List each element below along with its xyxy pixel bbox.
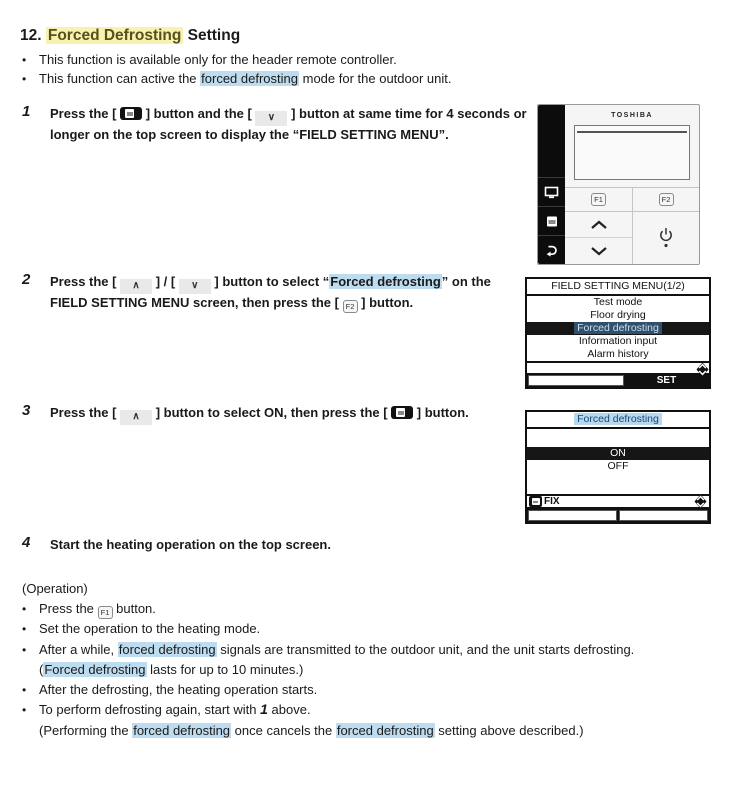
power-icon	[657, 227, 675, 249]
op-4-text: After the defrosting, the heating operation starts.	[39, 681, 318, 697]
menu-item-test-mode: Test mode	[593, 296, 643, 308]
screen-bottom-bar	[527, 373, 709, 387]
step-1-number: 1	[22, 103, 31, 120]
step-1-reference: 1	[260, 701, 268, 717]
step-2-seg-c: ] button to select “	[210, 274, 330, 289]
set-softkey: SET	[656, 374, 677, 386]
screen-header: FIELD SETTING MENU(1/2)	[527, 279, 709, 296]
step-1-seg-c: ] button at same time for 4 seconds or longer on the top screen to display the “FIELD SETTING MENU”.	[50, 106, 527, 142]
brand-logo: TOSHIBA	[611, 112, 653, 119]
spacer	[527, 473, 709, 494]
step-4-number: 4	[22, 534, 31, 551]
intro-bullet-1-text: This function is available only for the header remote controller.	[39, 52, 397, 67]
step-1-seg-b: ] button and the [	[142, 106, 256, 121]
updown-nav-icon	[694, 494, 707, 509]
menu-icon	[545, 215, 559, 228]
op-bullet-3	[22, 640, 727, 661]
op-bullet-1	[22, 599, 727, 620]
op-5-text: To perform defrosting again, start with	[39, 702, 261, 717]
op-bullet-5-cont	[22, 721, 727, 741]
blank-softkey	[528, 510, 617, 521]
op-3b-text-end: lasts for up to 10 minutes.)	[146, 662, 304, 677]
step-1-seg-a: Press the [	[50, 106, 121, 121]
intro-bullet-2-text-end: mode for the outdoor unit.	[299, 71, 452, 86]
remote-controller-figure	[537, 104, 700, 265]
power-button	[632, 212, 699, 264]
screen-nav-row	[527, 361, 709, 373]
option-off: OFF	[607, 460, 629, 472]
menu-item-alarm-history: Alarm history	[587, 348, 649, 360]
section-title	[20, 27, 240, 45]
op-bullet-2	[22, 619, 727, 640]
chevron-up-icon	[590, 220, 608, 230]
step-3	[22, 404, 555, 425]
spacer	[527, 429, 709, 447]
step-1	[22, 105, 528, 144]
bullet-glyph: •	[22, 622, 27, 636]
screen-nav-row	[527, 494, 709, 509]
title-suffix: Setting	[183, 27, 241, 44]
step-2-seg-a: Press the [	[50, 274, 121, 289]
forced-defrosting-highlight: forced defrosting	[133, 722, 231, 738]
chevron-down-key-icon: ∨	[179, 279, 211, 294]
menu-button-icon	[529, 496, 542, 507]
down-button	[565, 238, 632, 264]
op-5b-text: (Performing the	[39, 722, 133, 738]
remote-display	[574, 125, 690, 180]
forced-defrosting-highlight: forced defrosting	[118, 641, 216, 657]
remote-front-panel	[565, 105, 699, 264]
updown-nav-icon	[696, 362, 709, 377]
forced-defrosting-highlight: forced defrosting	[336, 722, 434, 738]
title-highlight: Forced Defrosting	[47, 27, 182, 44]
op-bullet-5	[22, 700, 727, 721]
bullet-glyph: •	[22, 682, 27, 697]
f1-button	[565, 188, 632, 212]
f1-key-label: F1	[591, 193, 606, 206]
monitor-button	[538, 177, 565, 206]
menu-button-icon	[391, 406, 413, 419]
op-5b-text-mid: once cancels the	[231, 722, 336, 738]
selected-item-label: Forced defrosting	[574, 322, 662, 334]
step-2-text	[50, 273, 528, 313]
section-number: 12.	[20, 27, 46, 44]
forced-defrosting-highlight: Forced defrosting	[44, 662, 146, 677]
step-3-number: 3	[22, 402, 31, 419]
menu-button	[538, 206, 565, 235]
menu-item-floor-drying: Floor drying	[590, 309, 646, 321]
bullet-glyph: •	[22, 642, 27, 657]
f2-button	[632, 188, 699, 212]
field-setting-menu-screen	[525, 277, 711, 389]
menu-item-information-input: Information input	[578, 335, 658, 347]
intro-bullet-1	[22, 51, 397, 69]
step-1-text	[50, 105, 528, 144]
chevron-down-key-icon: ∨	[255, 111, 287, 126]
screen-title-row	[527, 412, 709, 429]
fix-label: FIX	[544, 496, 560, 507]
operation-section	[22, 579, 727, 740]
op-bullet-4	[22, 680, 727, 701]
op-5b-text-end: setting above described.)	[434, 722, 584, 738]
bullet-glyph: •	[22, 53, 27, 67]
intro-bullet-2-text: This function can active the	[39, 71, 201, 86]
menu-item-forced-defrosting-selected	[527, 322, 709, 335]
op-3-text: After a while,	[39, 641, 118, 657]
bullet-glyph: •	[22, 601, 27, 616]
remote-key-area	[565, 187, 699, 264]
op-3-text-end: signals are transmitted to the outdoor unit, and the unit starts defrosting.	[216, 641, 635, 657]
chevron-down-icon	[590, 246, 608, 256]
screen-title-highlight: Forced defrosting	[574, 413, 662, 425]
forced-defrosting-highlight: forced defrosting	[201, 71, 298, 86]
screen-bottom-bar	[527, 509, 709, 522]
blank-softkey	[528, 375, 624, 386]
monitor-icon	[544, 186, 559, 199]
menu-button-icon	[120, 107, 142, 120]
option-on-selected: ON	[527, 447, 709, 460]
blank-softkey	[619, 510, 708, 521]
step-2-seg-b: ] / [	[152, 274, 179, 289]
f2-key-label: F2	[659, 193, 674, 206]
step-3-seg-a: Press the [	[50, 405, 121, 420]
step-3-text	[50, 404, 555, 425]
up-button	[565, 212, 632, 238]
f1-key-icon: F1	[98, 606, 113, 619]
return-icon	[544, 244, 559, 257]
f2-key-icon: F2	[343, 300, 358, 313]
chevron-up-key-icon: ∧	[120, 279, 152, 294]
bullet-glyph: •	[22, 72, 27, 86]
operation-label: (Operation)	[22, 581, 88, 596]
op-2-text: Set the operation to the heating mode.	[39, 621, 261, 636]
intro-bullet-2	[22, 70, 451, 88]
bullet-glyph: •	[22, 703, 27, 717]
chevron-up-key-icon: ∧	[120, 410, 152, 425]
op-5-text-end: above.	[267, 702, 311, 717]
return-button	[538, 235, 565, 264]
step-2-seg-e: ] button.	[357, 295, 414, 310]
forced-defrosting-screen	[525, 410, 711, 524]
op-1-text-end: button.	[112, 600, 156, 616]
step-2	[22, 273, 528, 313]
step-2-seg-d: ” on the FIELD SETTING MENU screen, then press the [	[50, 274, 491, 310]
op-1-text: Press the	[39, 600, 98, 616]
step-4-text: Start the heating operation on the top screen.	[50, 537, 331, 552]
remote-left-strip	[538, 105, 565, 264]
op-3b-text: (	[39, 662, 44, 677]
forced-defrosting-highlight: Forced defrosting	[330, 274, 441, 289]
op-bullet-3-cont	[22, 660, 727, 680]
step-3-seg-c: ] button.	[413, 405, 469, 420]
step-2-number: 2	[22, 271, 31, 288]
step-4	[22, 536, 555, 554]
step-3-seg-b: ] button to select ON, then press the [	[152, 405, 392, 420]
